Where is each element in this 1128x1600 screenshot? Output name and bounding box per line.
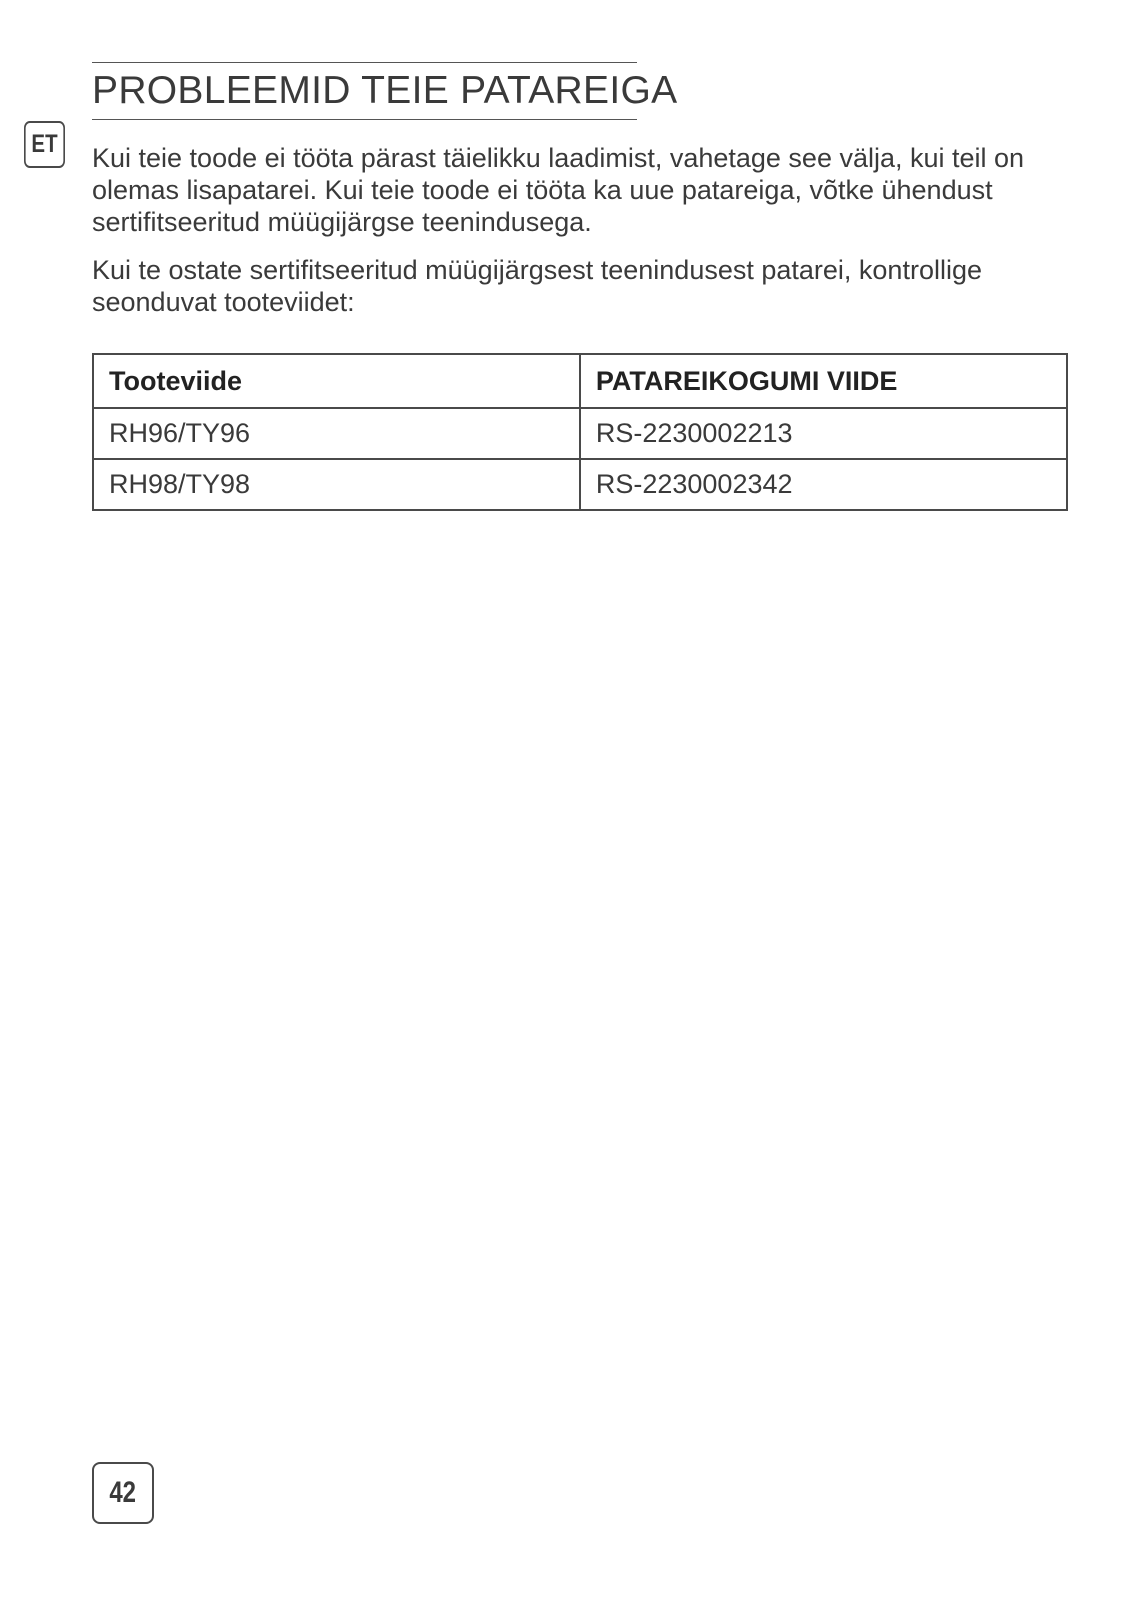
table-cell-product: RH96/TY96 <box>93 408 580 459</box>
table-header-battery-reference: PATAREIKOGUMI VIIDE <box>580 354 1067 408</box>
paragraph-battery-replacement: Kui teie toode ei tööta pärast täielikku laadimist, vahetage see välja, kui teil on olemas lisapatarei. Kui teie toode ei tööta ka uue patareiga, võtke ühendust sertifitseeritud müügijärgse teenindusega. <box>92 143 1025 237</box>
table-cell-product: RH98/TY98 <box>93 459 580 510</box>
title-block <box>92 62 678 120</box>
table-header-row <box>93 354 1067 408</box>
paragraph-check-reference: Kui te ostate sertifitseeritud müügijärgsest teenindusest patarei, kontrollige seonduvat tooteviidet: <box>92 255 982 317</box>
page-title: PROBLEEMID TEIE PATAREIGA <box>92 69 678 112</box>
table-row <box>93 408 1067 459</box>
language-badge <box>24 121 65 168</box>
table-cell-battery: RS-2230002342 <box>580 459 1067 510</box>
table-cell-battery: RS-2230002213 <box>580 408 1067 459</box>
language-badge-label: ET <box>31 130 58 158</box>
table-row <box>93 459 1067 510</box>
reference-table <box>92 353 1068 511</box>
page-number: 42 <box>109 1476 137 1509</box>
body-content <box>92 142 1082 334</box>
page-number-badge <box>92 1462 154 1524</box>
table-header-product-reference: Tooteviide <box>93 354 580 408</box>
